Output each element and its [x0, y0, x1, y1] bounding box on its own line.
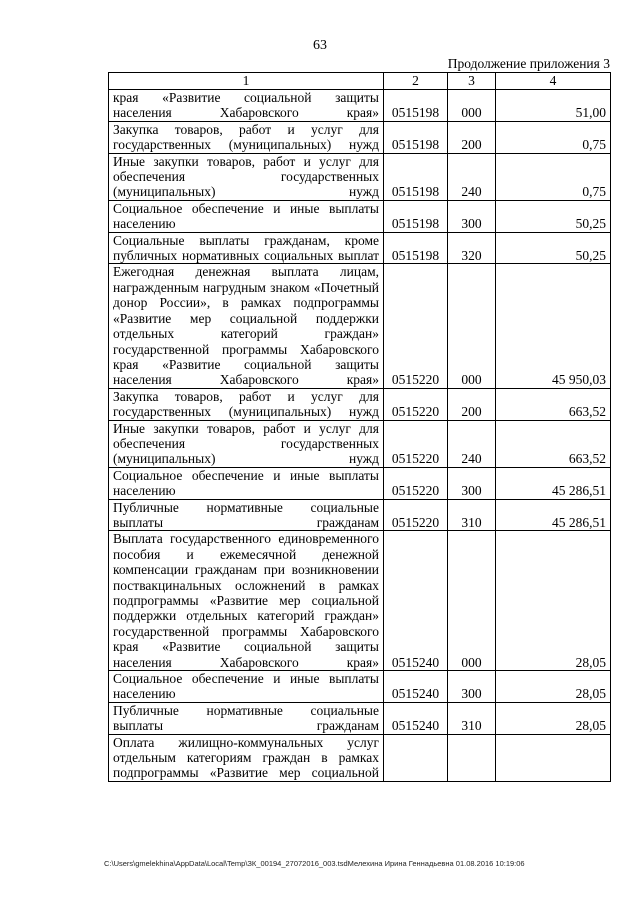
row-type: 000 [448, 264, 496, 388]
row-type: 310 [448, 499, 496, 531]
row-amount: 28,05 [496, 531, 611, 671]
table-row [109, 734, 611, 781]
table-row [109, 200, 611, 232]
row-amount: 51,00 [496, 90, 611, 122]
row-amount: 663,52 [496, 420, 611, 467]
footer-file-path: C:\Users\gmelekhina\AppData\Local\Temp\ЗК_00194_27072016_003.tsdМелехина Ирина Геннадьевна 01.08.2016 10:19:06 [104, 859, 525, 868]
table-row [109, 671, 611, 703]
table-header-row [109, 73, 611, 90]
row-type: 200 [448, 388, 496, 420]
row-type: 000 [448, 531, 496, 671]
header-col-2: 2 [384, 73, 448, 90]
table-row [109, 90, 611, 122]
row-name: Социальное обеспечение и иные выплаты населению [109, 467, 384, 499]
row-code: 0515220 [384, 420, 448, 467]
table-row [109, 467, 611, 499]
row-type: 320 [448, 232, 496, 264]
row-code: 0515240 [384, 702, 448, 734]
row-amount: 50,25 [496, 232, 611, 264]
row-name: Социальные выплаты гражданам, кроме публичных нормативных социальных выплат [109, 232, 384, 264]
row-code: 0515198 [384, 121, 448, 153]
row-code: 0515240 [384, 671, 448, 703]
row-type: 240 [448, 153, 496, 200]
row-code: 0515220 [384, 499, 448, 531]
row-amount: 28,05 [496, 702, 611, 734]
row-amount: 28,05 [496, 671, 611, 703]
row-name: Иные закупки товаров, работ и услуг для обеспечения государственных (муниципальных) нужд [109, 420, 384, 467]
row-type [448, 734, 496, 781]
row-amount: 45 286,51 [496, 499, 611, 531]
row-amount: 45 286,51 [496, 467, 611, 499]
row-type: 310 [448, 702, 496, 734]
budget-table [108, 72, 611, 782]
table-row [109, 388, 611, 420]
row-amount: 50,25 [496, 200, 611, 232]
table-row [109, 153, 611, 200]
row-code [384, 734, 448, 781]
row-code: 0515198 [384, 90, 448, 122]
header-col-4: 4 [496, 73, 611, 90]
table-row [109, 531, 611, 671]
row-name: Социальное обеспечение и иные выплаты населению [109, 200, 384, 232]
row-type: 300 [448, 467, 496, 499]
table-row [109, 232, 611, 264]
row-code: 0515220 [384, 264, 448, 388]
row-type: 300 [448, 671, 496, 703]
row-type: 240 [448, 420, 496, 467]
row-type: 300 [448, 200, 496, 232]
row-name: Иные закупки товаров, работ и услуг для обеспечения государственных (муниципальных) нужд [109, 153, 384, 200]
table-row [109, 264, 611, 388]
row-code: 0515198 [384, 232, 448, 264]
table-row [109, 121, 611, 153]
row-name: Публичные нормативные социальные выплаты гражданам [109, 499, 384, 531]
row-amount: 0,75 [496, 153, 611, 200]
row-name: Выплата государственного единовременного пособия и ежемесячной денежной компенсации гражданам при возникновении поствакцинальных осложнений в рамках подпрограммы «Развитие мер социальной поддержки отдельных категорий граждан» государственной программы Хабаровского края «Развитие социальной защиты населения Хабаровского края» [109, 531, 384, 671]
row-name: Закупка товаров, работ и услуг для государственных (муниципальных) нужд [109, 121, 384, 153]
row-name: Публичные нормативные социальные выплаты гражданам [109, 702, 384, 734]
row-code: 0515198 [384, 153, 448, 200]
table-row [109, 702, 611, 734]
appendix-note: Продолжение приложения 3 [447, 56, 610, 71]
table-row [109, 420, 611, 467]
row-name: Оплата жилищно-коммунальных услуг отдельным категориям граждан в рамках подпрограммы «Развитие мер социальной [109, 734, 384, 781]
row-type: 000 [448, 90, 496, 122]
row-name: Закупка товаров, работ и услуг для государственных (муниципальных) нужд [109, 388, 384, 420]
page-number: 63 [313, 38, 327, 53]
row-name: Социальное обеспечение и иные выплаты населению [109, 671, 384, 703]
row-amount: 0,75 [496, 121, 611, 153]
row-code: 0515198 [384, 200, 448, 232]
row-amount: 663,52 [496, 388, 611, 420]
row-amount [496, 734, 611, 781]
row-code: 0515220 [384, 467, 448, 499]
row-name: края «Развитие социальной защиты населения Хабаровского края» [109, 90, 384, 122]
table-row [109, 499, 611, 531]
header-col-3: 3 [448, 73, 496, 90]
row-code: 0515220 [384, 388, 448, 420]
row-name: Ежегодная денежная выплата лицам, награжденным нагрудным знаком «Почетный донор России», в рамках подпрограммы «Развитие мер социальной поддержки отдельных категорий граждан» государственной программы Хабаровского края «Развитие социальной защиты населения Хабаровского края» [109, 264, 384, 388]
row-amount: 45 950,03 [496, 264, 611, 388]
row-type: 200 [448, 121, 496, 153]
header-col-1: 1 [109, 73, 384, 90]
row-code: 0515240 [384, 531, 448, 671]
